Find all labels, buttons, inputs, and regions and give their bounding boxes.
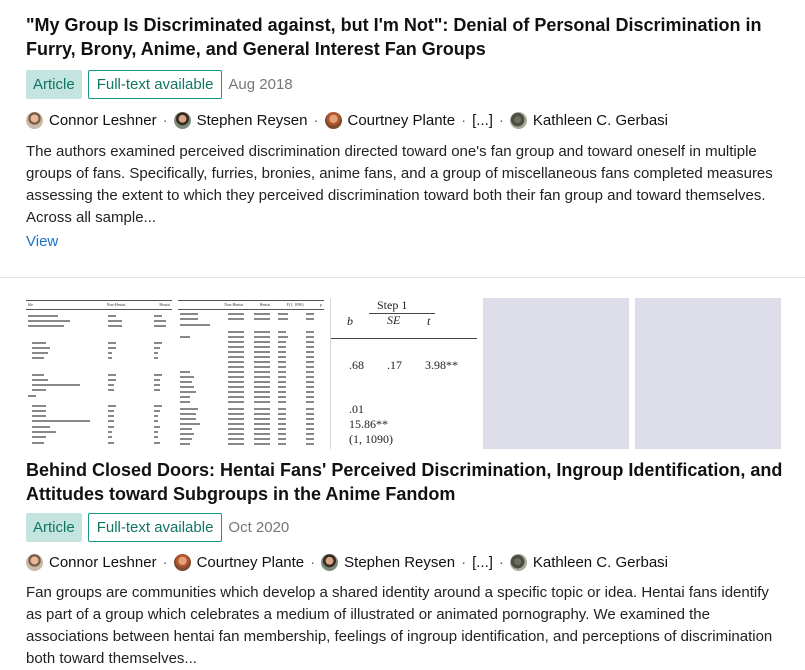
author-name: Kathleen C. Gerbasi xyxy=(532,111,668,129)
table-header-cell: Non-Hentai xyxy=(106,302,126,307)
avatar xyxy=(510,554,527,571)
more-authors[interactable]: [...] xyxy=(472,111,493,129)
figure-strip xyxy=(26,298,781,449)
value-se: .17 xyxy=(387,358,402,372)
col-t: t xyxy=(427,314,431,328)
type-badge: Article xyxy=(26,513,82,542)
author[interactable] xyxy=(26,554,157,571)
author[interactable] xyxy=(510,554,668,571)
publication-item xyxy=(0,0,805,278)
author-name: Connor Leshner xyxy=(49,553,157,571)
rule xyxy=(369,313,435,314)
author[interactable] xyxy=(325,112,456,129)
separator: · xyxy=(498,553,504,571)
figure-thumbnail-step[interactable] xyxy=(330,298,477,449)
table-preview xyxy=(178,298,324,449)
author-list xyxy=(26,551,668,573)
author-name: Courtney Plante xyxy=(196,553,305,571)
step-heading: Step 1 xyxy=(377,298,408,312)
table-header-cell: Non-Hentai xyxy=(224,302,244,307)
publication-date: Aug 2018 xyxy=(228,75,293,93)
separator: · xyxy=(498,111,504,129)
value-t: 3.98** xyxy=(425,358,458,372)
table-rows-graphic xyxy=(26,298,172,449)
figure-thumbnail-table[interactable] xyxy=(178,298,324,449)
author-name: Stephen Reysen xyxy=(344,553,456,571)
avatar xyxy=(26,554,43,571)
fulltext-badge[interactable]: Full-text available xyxy=(88,513,223,542)
col-se: SE xyxy=(387,313,401,327)
separator: · xyxy=(461,111,467,129)
badges-row xyxy=(26,69,293,99)
author[interactable] xyxy=(321,554,455,571)
abstract: Fan groups are communities which develop a shared identity around a specific topic or idea. Hentai fans identify as part of a group which celebrates a medium of illustrated or animated pornography. We examined the associations between hentai fan membership, feelings of ingroup identification, and perceptions of discrimination both toward themselves... xyxy=(26,584,773,667)
fulltext-badge[interactable]: Full-text available xyxy=(88,70,223,99)
table-header-cell: Hentai xyxy=(259,302,271,307)
author-name: Courtney Plante xyxy=(347,111,456,129)
badges-row xyxy=(26,512,289,542)
avatar xyxy=(510,112,527,129)
avatar xyxy=(321,554,338,571)
author-name: Connor Leshner xyxy=(49,111,157,129)
publication-date: Oct 2020 xyxy=(228,518,290,536)
author[interactable] xyxy=(510,112,668,129)
footer-line: (1, 1090) xyxy=(349,432,393,446)
rule xyxy=(331,338,477,339)
more-authors[interactable]: [...] xyxy=(472,553,493,571)
avatar xyxy=(174,112,191,129)
separator: · xyxy=(162,553,168,571)
author[interactable] xyxy=(174,554,305,571)
figure-thumbnail-placeholder[interactable] xyxy=(483,298,629,449)
footer-line: 15.86** xyxy=(349,417,388,431)
view-link[interactable]: View xyxy=(26,233,59,250)
table-header-cell: p xyxy=(319,302,322,307)
value-b: .68 xyxy=(349,358,364,372)
avatar xyxy=(174,554,191,571)
table-header-cell: F(1, 1090) xyxy=(286,302,304,307)
publication-title[interactable]: "My Group Is Discriminated against, but I'm Not": Denial of Personal Discrimination in Furry, Brony, Anime, and General Interest Fan Groups xyxy=(26,15,762,59)
separator: · xyxy=(313,111,319,129)
author[interactable] xyxy=(26,112,157,129)
separator: · xyxy=(461,553,467,571)
publication-title[interactable]: Behind Closed Doors: Hentai Fans' Perceived Discrimination, Ingroup Identification, and Attitudes toward Subgroups in the Anime Fandom xyxy=(26,460,783,504)
separator: · xyxy=(162,111,168,129)
footer-line: .01 xyxy=(349,402,364,416)
table-preview xyxy=(26,298,172,449)
author-list xyxy=(26,109,668,131)
table-header-cell: ble xyxy=(28,302,33,307)
author-name: Kathleen C. Gerbasi xyxy=(532,553,668,571)
col-b: b xyxy=(347,314,353,328)
avatar xyxy=(26,112,43,129)
figure-thumbnail-placeholder[interactable] xyxy=(635,298,781,449)
table-rows-graphic xyxy=(178,298,324,449)
publication-item xyxy=(0,278,805,668)
table-header-cell: Hentai xyxy=(159,302,170,307)
abstract: The authors examined perceived discrimination directed toward one's fan group and toward oneself in multiple groups of fans. Specifically, furries, bronies, anime fans, and a group of miscellaneous fans completed measures assessing the extent to which they perceived discrimination toward both their fan group and toward themselves. Across all sample... xyxy=(26,143,773,226)
avatar xyxy=(325,112,342,129)
figure-thumbnail-table[interactable] xyxy=(26,298,172,449)
type-badge: Article xyxy=(26,70,82,99)
author[interactable] xyxy=(174,112,308,129)
author-name: Stephen Reysen xyxy=(196,111,308,129)
separator: · xyxy=(310,553,316,571)
